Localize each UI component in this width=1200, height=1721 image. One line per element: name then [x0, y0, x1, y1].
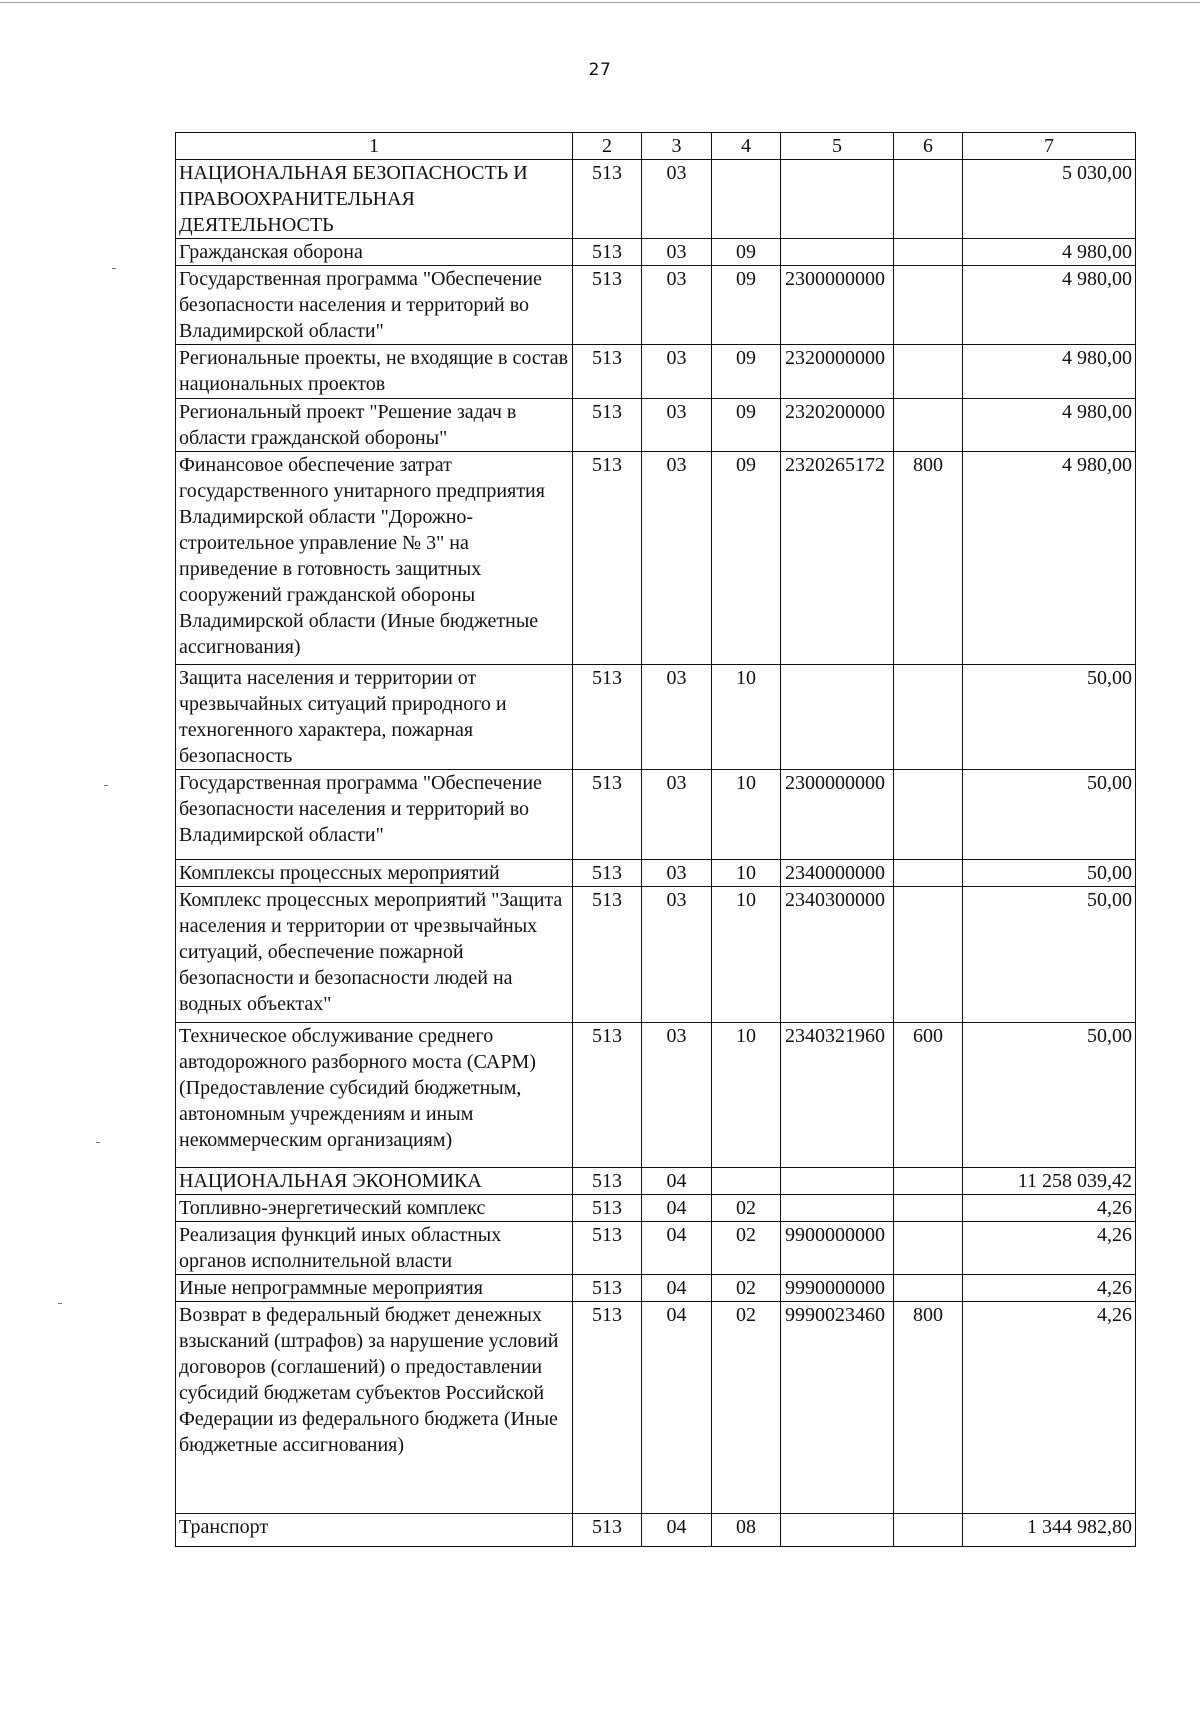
target-article-code — [781, 1514, 894, 1547]
amount: 4 980,00 — [963, 266, 1136, 345]
ministry-code: 513 — [573, 1302, 642, 1514]
subsection-code: 02 — [712, 1275, 781, 1302]
ministry-code: 513 — [573, 160, 642, 239]
row-name: Транспорт — [176, 1514, 573, 1547]
expense-type-code — [894, 1514, 963, 1547]
table-row — [176, 665, 1136, 770]
section-code: 04 — [642, 1195, 712, 1222]
scan-speck — [58, 1303, 62, 1304]
table-row — [176, 1195, 1136, 1222]
expense-type-code — [894, 239, 963, 266]
column-number: 2 — [573, 133, 642, 160]
section-code: 03 — [642, 160, 712, 239]
row-name: Региональные проекты, не входящие в состав национальных проектов — [176, 345, 573, 399]
section-code: 03 — [642, 887, 712, 1023]
table-row — [176, 1023, 1136, 1168]
expense-type-code: 800 — [894, 1302, 963, 1514]
column-number: 5 — [781, 133, 894, 160]
subsection-code: 08 — [712, 1514, 781, 1547]
target-article-code: 2340000000 — [781, 860, 894, 887]
expense-type-code: 600 — [894, 1023, 963, 1168]
amount: 4,26 — [963, 1302, 1136, 1514]
row-name: Защита населения и территории от чрезвычайных ситуаций природного и техногенного характера, пожарная безопасность — [176, 665, 573, 770]
table-row — [176, 345, 1136, 399]
column-number: 4 — [712, 133, 781, 160]
subsection-code: 09 — [712, 239, 781, 266]
section-code: 04 — [642, 1302, 712, 1514]
ministry-code: 513 — [573, 770, 642, 860]
row-name: Региональный проект "Решение задач в области гражданской обороны" — [176, 399, 573, 452]
amount: 4 980,00 — [963, 345, 1136, 399]
section-code: 03 — [642, 399, 712, 452]
section-code: 03 — [642, 266, 712, 345]
row-name: Топливно-энергетический комплекс — [176, 1195, 573, 1222]
table-row — [176, 239, 1136, 266]
section-code: 03 — [642, 770, 712, 860]
ministry-code: 513 — [573, 452, 642, 665]
row-name: НАЦИОНАЛЬНАЯ ЭКОНОМИКА — [176, 1168, 573, 1195]
row-name: Техническое обслуживание среднего автодорожного разборного моста (САРМ) (Предоставление субсидий бюджетным, автономным учреждениям и иным некоммерческим организациям) — [176, 1023, 573, 1168]
expense-type-code — [894, 266, 963, 345]
ministry-code: 513 — [573, 1023, 642, 1168]
ministry-code: 513 — [573, 1222, 642, 1275]
subsection-code: 09 — [712, 266, 781, 345]
amount: 4,26 — [963, 1222, 1136, 1275]
table-row — [176, 1222, 1136, 1275]
amount: 4,26 — [963, 1275, 1136, 1302]
amount: 4 980,00 — [963, 452, 1136, 665]
row-name: Возврат в федеральный бюджет денежных взысканий (штрафов) за нарушение условий договоров (соглашений) о предоставлении субсидий бюджетам субъектов Российской Федерации из федерального бюджета (Иные бюджетные ассигнования) — [176, 1302, 573, 1514]
expense-type-code — [894, 887, 963, 1023]
amount: 4 980,00 — [963, 239, 1136, 266]
subsection-code: 09 — [712, 345, 781, 399]
subsection-code: 09 — [712, 452, 781, 665]
expense-type-code — [894, 345, 963, 399]
target-article-code: 2340300000 — [781, 887, 894, 1023]
target-article-code: 9990023460 — [781, 1302, 894, 1514]
section-code: 03 — [642, 452, 712, 665]
row-name: Государственная программа "Обеспечение безопасности населения и территорий во Владимирской области" — [176, 770, 573, 860]
ministry-code: 513 — [573, 1514, 642, 1547]
ministry-code: 513 — [573, 1275, 642, 1302]
target-article-code: 2320265172 — [781, 452, 894, 665]
target-article-code — [781, 239, 894, 266]
row-name: Иные непрограммные мероприятия — [176, 1275, 573, 1302]
target-article-code: 9990000000 — [781, 1275, 894, 1302]
subsection-code: 02 — [712, 1222, 781, 1275]
ministry-code: 513 — [573, 665, 642, 770]
amount: 50,00 — [963, 770, 1136, 860]
section-code: 04 — [642, 1222, 712, 1275]
subsection-code: 02 — [712, 1195, 781, 1222]
target-article-code: 2300000000 — [781, 770, 894, 860]
table-row — [176, 1302, 1136, 1514]
column-number: 1 — [176, 133, 573, 160]
scan-speck — [104, 785, 108, 786]
ministry-code: 513 — [573, 345, 642, 399]
row-name: НАЦИОНАЛЬНАЯ БЕЗОПАСНОСТЬ И ПРАВООХРАНИТЕЛЬНАЯ ДЕЯТЕЛЬНОСТЬ — [176, 160, 573, 239]
expense-type-code — [894, 1195, 963, 1222]
amount: 50,00 — [963, 1023, 1136, 1168]
subsection-code: 10 — [712, 1023, 781, 1168]
ministry-code: 513 — [573, 239, 642, 266]
section-code: 04 — [642, 1514, 712, 1547]
amount: 4,26 — [963, 1195, 1136, 1222]
subsection-code — [712, 160, 781, 239]
table-row — [176, 770, 1136, 860]
column-number: 3 — [642, 133, 712, 160]
target-article-code: 9900000000 — [781, 1222, 894, 1275]
target-article-code — [781, 1195, 894, 1222]
table-row — [176, 860, 1136, 887]
row-name: Гражданская оборона — [176, 239, 573, 266]
table-row — [176, 887, 1136, 1023]
subsection-code: 10 — [712, 860, 781, 887]
amount: 5 030,00 — [963, 160, 1136, 239]
target-article-code — [781, 160, 894, 239]
expense-type-code — [894, 160, 963, 239]
target-article-code: 2300000000 — [781, 266, 894, 345]
row-name: Реализация функций иных областных органов исполнительной власти — [176, 1222, 573, 1275]
section-code: 03 — [642, 665, 712, 770]
amount: 1 344 982,80 — [963, 1514, 1136, 1547]
ministry-code: 513 — [573, 1195, 642, 1222]
table-row — [176, 452, 1136, 665]
expense-type-code: 800 — [894, 452, 963, 665]
subsection-code: 10 — [712, 887, 781, 1023]
expense-type-code — [894, 399, 963, 452]
target-article-code: 2320000000 — [781, 345, 894, 399]
column-number: 6 — [894, 133, 963, 160]
table-row — [176, 266, 1136, 345]
amount: 50,00 — [963, 665, 1136, 770]
subsection-code: 02 — [712, 1302, 781, 1514]
amount: 50,00 — [963, 887, 1136, 1023]
target-article-code: 2340321960 — [781, 1023, 894, 1168]
expense-type-code — [894, 665, 963, 770]
expense-type-code — [894, 1168, 963, 1195]
page-number: 27 — [588, 60, 612, 80]
table-row — [176, 1514, 1136, 1547]
ministry-code: 513 — [573, 266, 642, 345]
table-row — [176, 1275, 1136, 1302]
expense-type-code — [894, 770, 963, 860]
section-code: 04 — [642, 1168, 712, 1195]
table-row — [176, 399, 1136, 452]
scan-top-edge — [0, 2, 1200, 3]
subsection-code: 10 — [712, 770, 781, 860]
row-name: Финансовое обеспечение затрат государственного унитарного предприятия Владимирской области "Дорожно-строительное управление № 3" на приведение в готовность защитных сооружений гражданской обороны Владимирской области (Иные бюджетные ассигнования) — [176, 452, 573, 665]
scan-speck — [112, 268, 116, 269]
amount: 11 258 039,42 — [963, 1168, 1136, 1195]
expense-type-code — [894, 1222, 963, 1275]
ministry-code: 513 — [573, 860, 642, 887]
row-name: Комплекс процессных мероприятий "Защита населения и территории от чрезвычайных ситуаций, обеспечение пожарной безопасности и безопасности людей на водных объектах" — [176, 887, 573, 1023]
expense-type-code — [894, 860, 963, 887]
target-article-code — [781, 665, 894, 770]
ministry-code: 513 — [573, 399, 642, 452]
row-name: Комплексы процессных мероприятий — [176, 860, 573, 887]
section-code: 03 — [642, 239, 712, 266]
section-code: 03 — [642, 860, 712, 887]
row-name: Государственная программа "Обеспечение безопасности населения и территорий во Владимирской области" — [176, 266, 573, 345]
subsection-code — [712, 1168, 781, 1195]
amount: 50,00 — [963, 860, 1136, 887]
table-row — [176, 160, 1136, 239]
table-row — [176, 1168, 1136, 1195]
ministry-code: 513 — [573, 887, 642, 1023]
ministry-code: 513 — [573, 1168, 642, 1195]
scan-speck — [96, 1142, 100, 1143]
subsection-code: 10 — [712, 665, 781, 770]
target-article-code: 2320200000 — [781, 399, 894, 452]
subsection-code: 09 — [712, 399, 781, 452]
expense-type-code — [894, 1275, 963, 1302]
column-number: 7 — [963, 133, 1136, 160]
section-code: 03 — [642, 1023, 712, 1168]
section-code: 04 — [642, 1275, 712, 1302]
target-article-code — [781, 1168, 894, 1195]
amount: 4 980,00 — [963, 399, 1136, 452]
budget-table — [175, 132, 1136, 1547]
section-code: 03 — [642, 345, 712, 399]
column-number-row — [176, 133, 1136, 160]
